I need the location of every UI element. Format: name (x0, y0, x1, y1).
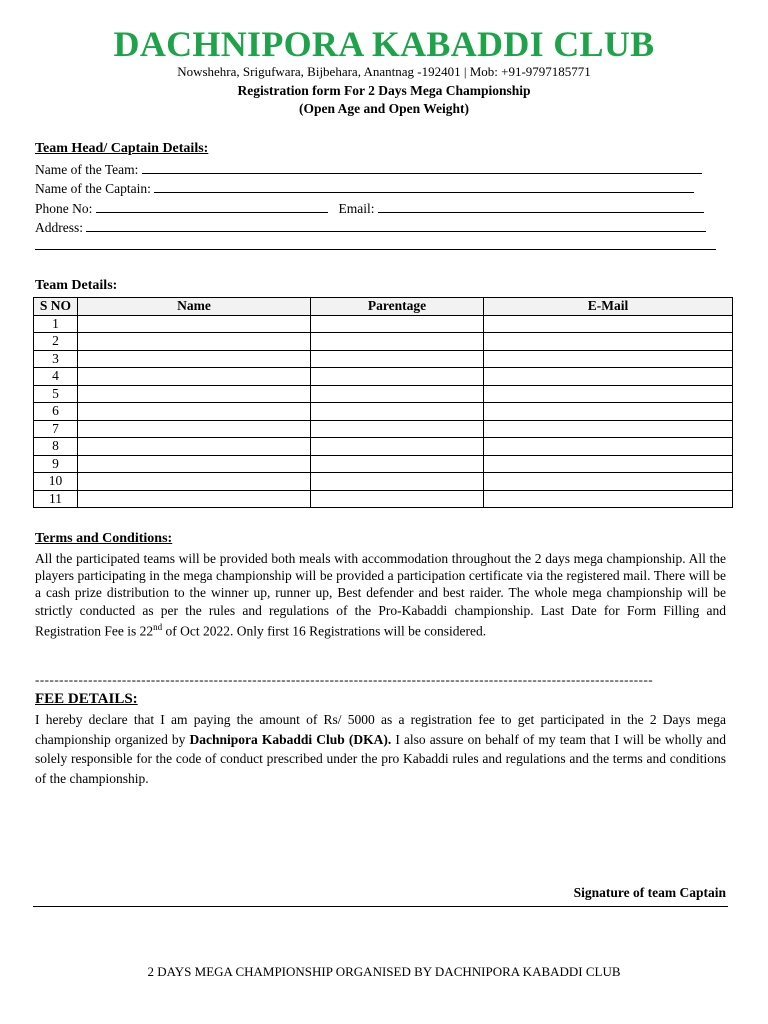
row-number: 1 (34, 315, 78, 333)
name-cell[interactable] (78, 315, 311, 333)
team-details-table (33, 297, 733, 508)
row-number: 8 (34, 438, 78, 456)
table-row (34, 490, 733, 508)
email-field[interactable] (378, 199, 704, 213)
email-cell[interactable] (484, 315, 733, 333)
email-cell[interactable] (484, 403, 733, 421)
name-cell[interactable] (78, 403, 311, 421)
column-header-name: Name (78, 298, 311, 316)
form-title: Registration form For 2 Days Mega Championship (237, 83, 531, 98)
email-cell[interactable] (484, 473, 733, 491)
table-row (34, 315, 733, 333)
table-row (34, 333, 733, 351)
captain-name-label: Name of the Captain: (35, 181, 151, 196)
table-row (34, 385, 733, 403)
parentage-cell[interactable] (311, 420, 484, 438)
team-name-field[interactable] (142, 160, 702, 174)
team-section-heading: Team Details: (35, 278, 118, 293)
name-cell[interactable] (78, 455, 311, 473)
column-header-parentage: Parentage (311, 298, 484, 316)
parentage-cell[interactable] (311, 315, 484, 333)
fee-text-club-name: Dachnipora Kabaddi Club (DKA). (189, 731, 392, 747)
table-row (34, 473, 733, 491)
phone-field[interactable] (96, 199, 328, 213)
terms-text-sup: nd (153, 621, 163, 632)
terms-heading: Terms and Conditions: (35, 531, 173, 546)
table-row (34, 350, 733, 368)
row-number: 10 (34, 473, 78, 491)
page-footer: 2 DAYS MEGA CHAMPIONSHIP ORGANISED BY DACHNIPORA KABADDI CLUB (147, 964, 621, 979)
address-field-line-2[interactable] (35, 249, 716, 250)
table-header-row (34, 298, 733, 316)
name-cell[interactable] (78, 350, 311, 368)
signature-rule (33, 906, 728, 907)
parentage-cell[interactable] (311, 455, 484, 473)
email-cell[interactable] (484, 490, 733, 508)
captain-name-row (35, 179, 694, 198)
email-cell[interactable] (484, 333, 733, 351)
contact-row (35, 199, 704, 218)
terms-text-main: All the participated teams will be provided both meals with accommodation throughout the 2 days mega championship. All the players participating in the mega championship will be provided a participation certificate via the registered mail. There will be a cash prize distribution to the winner up, runner up, Best defender and best raider. The whole mega championship will be strictly conducted as per the rules and regulations of the Pro-Kabaddi championship. Last Date for Form Filling and Registration Fee is 22 (35, 551, 726, 639)
team-name-label: Name of the Team: (35, 162, 139, 177)
address-field[interactable] (86, 218, 706, 232)
name-cell[interactable] (78, 490, 311, 508)
email-cell[interactable] (484, 438, 733, 456)
email-cell[interactable] (484, 455, 733, 473)
team-name-row (35, 160, 702, 179)
email-cell[interactable] (484, 368, 733, 386)
fee-text-part2: I also assure on behalf of my team that I will be wholly and solely responsible for the code of conduct prescribed under the pro Kabaddi rules and regulations and the terms and conditions of the championship. (35, 731, 727, 786)
table-row (34, 420, 733, 438)
name-cell[interactable] (78, 473, 311, 491)
name-cell[interactable] (78, 420, 311, 438)
parentage-cell[interactable] (311, 438, 484, 456)
row-number: 9 (34, 455, 78, 473)
parentage-cell[interactable] (311, 333, 484, 351)
parentage-cell[interactable] (311, 403, 484, 421)
row-number: 3 (34, 350, 78, 368)
separator-line: -------------------------------------------------------------------------------------------------------------------------------- (35, 672, 654, 687)
form-subtitle: (Open Age and Open Weight) (298, 101, 470, 116)
terms-text (35, 550, 726, 640)
club-address: Nowshehra, Srigufwara, Bijbehara, Anantnag -192401 | Mob: +91-9797185771 (177, 64, 591, 79)
captain-name-field[interactable] (154, 179, 694, 193)
name-cell[interactable] (78, 368, 311, 386)
name-cell[interactable] (78, 333, 311, 351)
parentage-cell[interactable] (311, 385, 484, 403)
fee-heading: FEE DETAILS: (35, 691, 138, 707)
fee-text-part1: I hereby declare that I am paying the amount of Rs/ 5000 as a registration fee to get participated in the 2 Days mega championship organized by (35, 712, 726, 747)
club-name: DACHNIPORA KABADDI CLUB (113, 24, 655, 64)
table-row (34, 368, 733, 386)
row-number: 6 (34, 403, 78, 421)
phone-label: Phone No: (35, 201, 93, 216)
parentage-cell[interactable] (311, 368, 484, 386)
column-header-email: E-Mail (484, 298, 733, 316)
email-cell[interactable] (484, 420, 733, 438)
email-cell[interactable] (484, 350, 733, 368)
table-row (34, 403, 733, 421)
signature-label: Signature of team Captain (573, 885, 726, 900)
terms-text-end: of Oct 2022. Only first 16 Registrations will be considered. (162, 623, 487, 639)
row-number: 5 (34, 385, 78, 403)
name-cell[interactable] (78, 385, 311, 403)
fee-text (35, 710, 726, 788)
row-number: 4 (34, 368, 78, 386)
address-row (35, 218, 706, 237)
parentage-cell[interactable] (311, 490, 484, 508)
row-number: 11 (34, 490, 78, 508)
parentage-cell[interactable] (311, 350, 484, 368)
email-cell[interactable] (484, 385, 733, 403)
captain-section-heading: Team Head/ Captain Details: (35, 141, 209, 156)
address-label: Address: (35, 220, 83, 235)
parentage-cell[interactable] (311, 473, 484, 491)
row-number: 2 (34, 333, 78, 351)
table-row (34, 455, 733, 473)
email-label: Email: (338, 201, 375, 216)
row-number: 7 (34, 420, 78, 438)
name-cell[interactable] (78, 438, 311, 456)
table-row (34, 438, 733, 456)
column-header-sno: S NO (34, 298, 78, 316)
